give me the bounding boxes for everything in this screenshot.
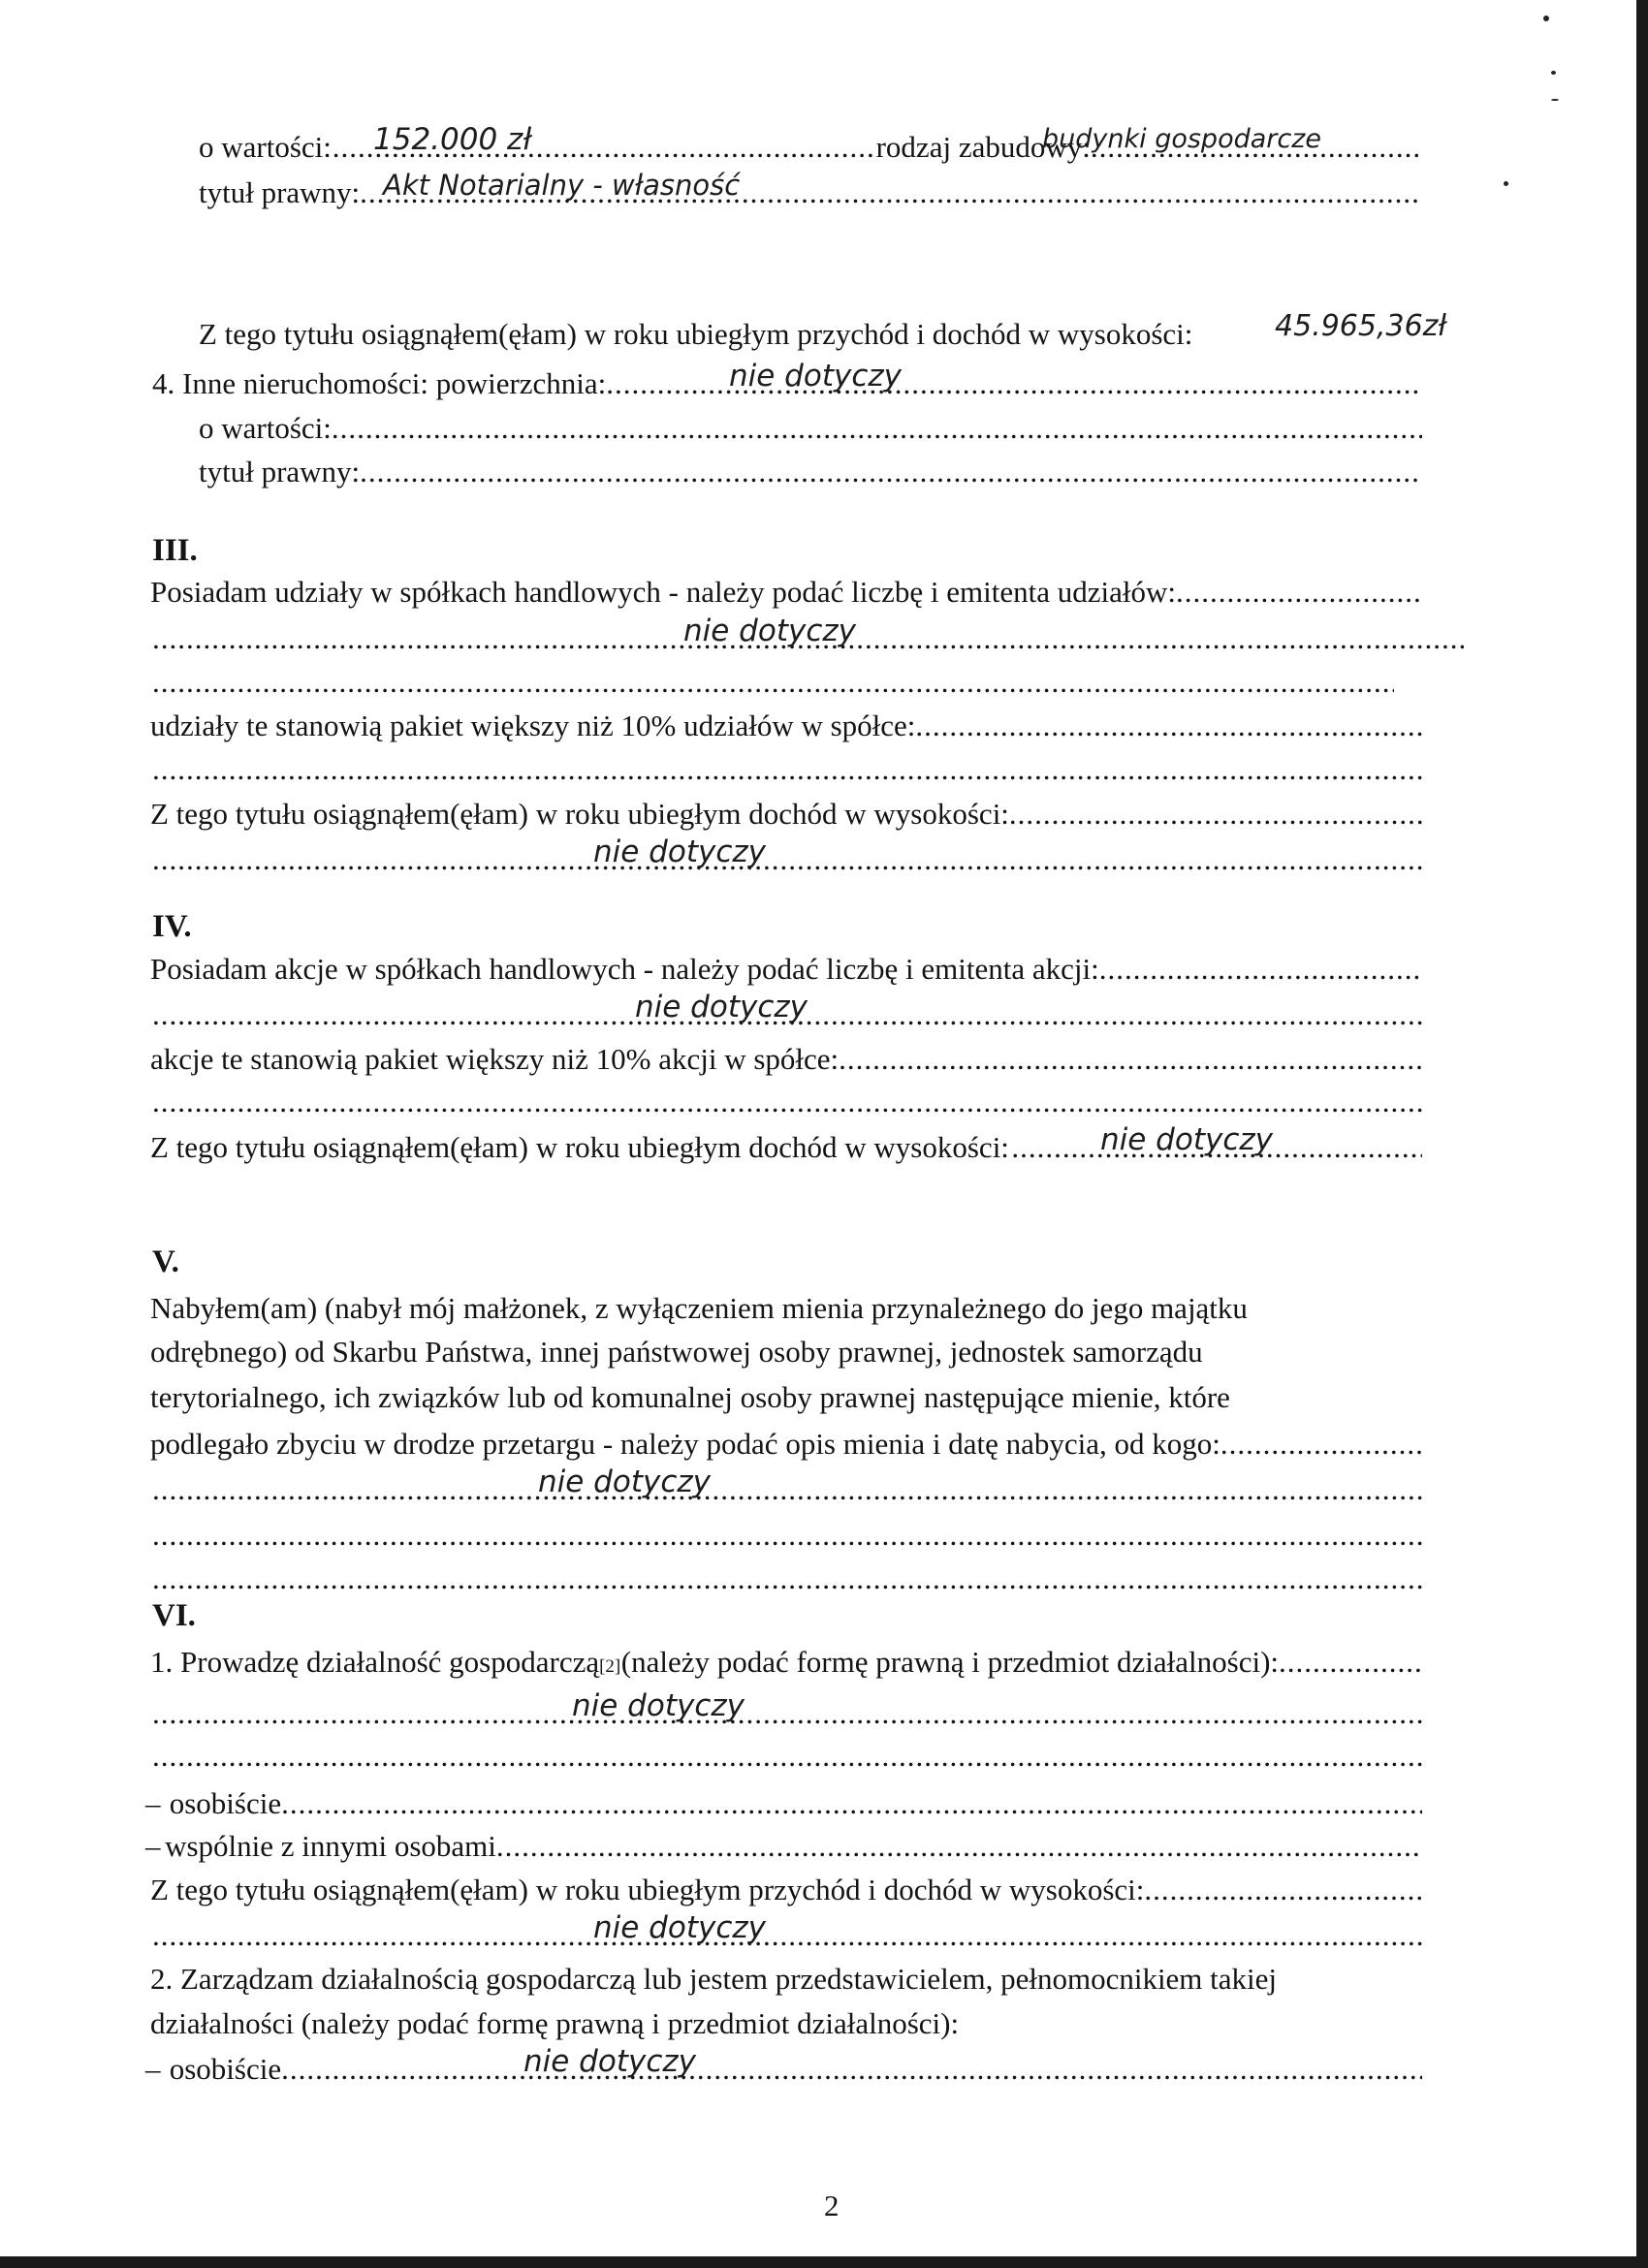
acquisition-text-3: terytorialnego, ich związków lub od komunalnej osoby prawnej następujące mienie, które [150, 1380, 1230, 1414]
dash-bullet: – [145, 1829, 161, 1863]
acquisition-text-4: podlegało zbyciu w drodze przetargu - należy podać opis mienia i datę nabycia, od kogo: [150, 1427, 1220, 1461]
stocks-handwriting: nie dotyczy [635, 990, 808, 1024]
management-text-1: 2. Zarządzam działalnością gospodarczą lub jestem przedstawicielem, pełnomocnikiem takiej [150, 1962, 1278, 1996]
building-label: rodzaj zabudowy: [875, 130, 1091, 164]
acquisition-fill-line [0, 1465, 1648, 1511]
other-property-label: 4. Inne nieruchomości: powierzchnia: [152, 366, 607, 400]
acquisition-fill-dots [152, 1468, 1422, 1511]
management-personally-line [0, 2044, 1648, 2091]
shares-dots [1176, 571, 1422, 614]
jointly-dots [496, 1825, 1422, 1868]
management-text-line-1 [0, 1958, 1648, 2000]
value-handwriting: 152.000 zł [373, 122, 532, 157]
stocks-packet-line [0, 1038, 1648, 1081]
shares-blank-dots [152, 661, 1394, 704]
section-VI-heading: VI. [152, 1598, 196, 1633]
value-label: o wartości: [199, 130, 332, 164]
income-line-II [0, 309, 1648, 356]
acquisition-handwriting: nie dotyczy [538, 1465, 711, 1499]
acquisition-text-line-1 [0, 1287, 1648, 1330]
business-handwriting: nie dotyczy [572, 1688, 745, 1723]
stocks-packet-label: akcje te stanowią pakiet większy niż 10% akcji w spółce: [150, 1042, 840, 1076]
other-title-label: tytuł prawny: [199, 455, 361, 488]
stocks-dots [1099, 948, 1422, 991]
income-fill-line-VI [0, 1910, 1648, 1957]
shares-packet-blank-line [0, 748, 1648, 791]
income-fill-dots-III [152, 838, 1422, 881]
shares-blank-line [0, 661, 1648, 704]
scan-speck [1551, 99, 1559, 101]
acquisition-blank-line-1 [0, 1514, 1648, 1557]
business-blank-line [0, 1735, 1648, 1778]
personally-label: osobiście [169, 1786, 282, 1820]
other-title-dots [360, 451, 1422, 493]
management-text-2: działalności (należy podać formę prawną i przedmiot działalności): [150, 2006, 960, 2040]
business-fill-line [0, 1688, 1648, 1735]
building-handwriting: budynki gospodarcze [1042, 124, 1321, 154]
income-dots-III [1009, 793, 1422, 835]
income-line-III [0, 793, 1648, 835]
business-fill-dots [152, 1692, 1422, 1735]
personally-dots [281, 1782, 1422, 1825]
acquisition-text-line-2 [0, 1331, 1648, 1373]
stocks-fill-line [0, 990, 1648, 1036]
shares-handwriting: nie dotyczy [683, 614, 856, 648]
other-value-label: o wartości: [199, 411, 332, 445]
income-handwriting-VI: nie dotyczy [593, 1910, 766, 1945]
section-V-heading: V. [152, 1244, 179, 1279]
page-number: 2 [824, 2189, 840, 2222]
income-handwriting-IV: nie dotyczy [1100, 1122, 1273, 1157]
value-building-line [0, 122, 1648, 169]
section-III-heading-line [0, 529, 1648, 572]
shares-line [0, 571, 1648, 614]
acquisition-blank-dots-1 [152, 1514, 1422, 1557]
income-handwriting-II: 45.965,36zł [1275, 309, 1447, 343]
income-handwriting-III: nie dotyczy [593, 835, 766, 869]
acquisition-text-line-3 [0, 1376, 1648, 1419]
dash-bullet: – [145, 2052, 161, 2086]
management-personally-dots [281, 2048, 1422, 2091]
other-property-line [0, 359, 1648, 405]
other-property-handwriting: nie dotyczy [729, 359, 902, 394]
income-dots-VI [1144, 1869, 1422, 1911]
shares-packet-blank-dots [152, 748, 1422, 791]
acquisition-text-1: Nabyłem(am) (nabył mój małżonek, z wyłączeniem mienia przynależnego do jego majątku [150, 1291, 1248, 1325]
shares-packet-line [0, 705, 1648, 747]
legal-title-line [0, 169, 1648, 214]
shares-packet-dots [915, 705, 1422, 747]
stocks-label: Posiadam akcje w spółkach handlowych - należy podać liczbę i emitenta akcji: [150, 952, 1099, 986]
section-IV-heading: IV. [152, 909, 192, 944]
income-line-VI [0, 1869, 1648, 1911]
business-line: 1. Prowadzę działalność gospodarczą [2] (należy podać formę prawną i przedmiot działalności): ..... [0, 1641, 1648, 1684]
stocks-line [0, 948, 1648, 991]
management-handwriting: nie dotyczy [523, 2044, 696, 2079]
income-label-II: Z tego tytułu osiągnąłem(ęłam) w roku ubiegłym przychód i dochód w wysokości: [199, 317, 1193, 351]
scan-speck [1551, 71, 1556, 75]
acquisition-text-line-4 [0, 1423, 1648, 1465]
shares-label: Posiadam udziały w spółkach handlowych - należy podać liczbę i emitenta udziałów: [150, 575, 1176, 609]
business-personally-line [0, 1782, 1648, 1825]
business-blank-dots [152, 1735, 1422, 1778]
other-title-line [0, 451, 1648, 493]
section-III-heading: III. [152, 533, 198, 568]
income-label-VI: Z tego tytułu osiągnąłem(ęłam) w roku ubiegłym przychód i dochód w wysokości: [150, 1873, 1145, 1906]
scan-edge-bottom [0, 2256, 1648, 2268]
income-line-IV [0, 1122, 1648, 1169]
shares-packet-label: udziały te stanowią pakiet większy niż 10% udziałów w spółce: [150, 709, 916, 742]
section-IV-heading-line [0, 905, 1648, 948]
section-VI-heading-line [0, 1594, 1648, 1637]
business-dots [1279, 1641, 1422, 1684]
stocks-packet-dots [839, 1038, 1422, 1081]
other-value-line [0, 407, 1648, 450]
stocks-packet-blank-dots [152, 1081, 1422, 1123]
acquisition-dots [1220, 1423, 1422, 1465]
stocks-packet-blank-line [0, 1081, 1648, 1123]
dash-bullet: – [145, 1786, 161, 1820]
legal-title-handwriting: Akt Notarialny - własność [383, 169, 741, 202]
jointly-label: wspólnie z innymi osobami [165, 1829, 496, 1863]
management-personally-label: osobiście [169, 2052, 282, 2086]
income-label-III: Z tego tytułu osiągnąłem(ęłam) w roku ubiegłym dochód w wysokości: [150, 797, 1009, 831]
shares-fill-line [0, 614, 1648, 660]
business-jointly-line [0, 1825, 1648, 1868]
management-text-line-2 [0, 2002, 1648, 2045]
acquisition-text-2: odrębnego) od Skarbu Państwa, innej państwowej osoby prawnej, jednostek samorządu [150, 1335, 1203, 1369]
scan-speck [1543, 16, 1549, 21]
income-label-IV: Z tego tytułu osiągnąłem(ęłam) w roku ubiegłym dochód w wysokości: [150, 1130, 1009, 1164]
business-label-rest: (należy podać formę prawną i przedmiot działalności): [620, 1645, 1280, 1679]
section-V-heading-line [0, 1241, 1648, 1283]
business-label: 1. Prowadzę działalność gospodarczą [150, 1645, 600, 1679]
legal-title-label: tytuł prawny: [199, 175, 361, 209]
income-fill-dots-VI [152, 1914, 1422, 1957]
income-fill-line-III [0, 835, 1648, 881]
other-value-dots [332, 407, 1422, 450]
